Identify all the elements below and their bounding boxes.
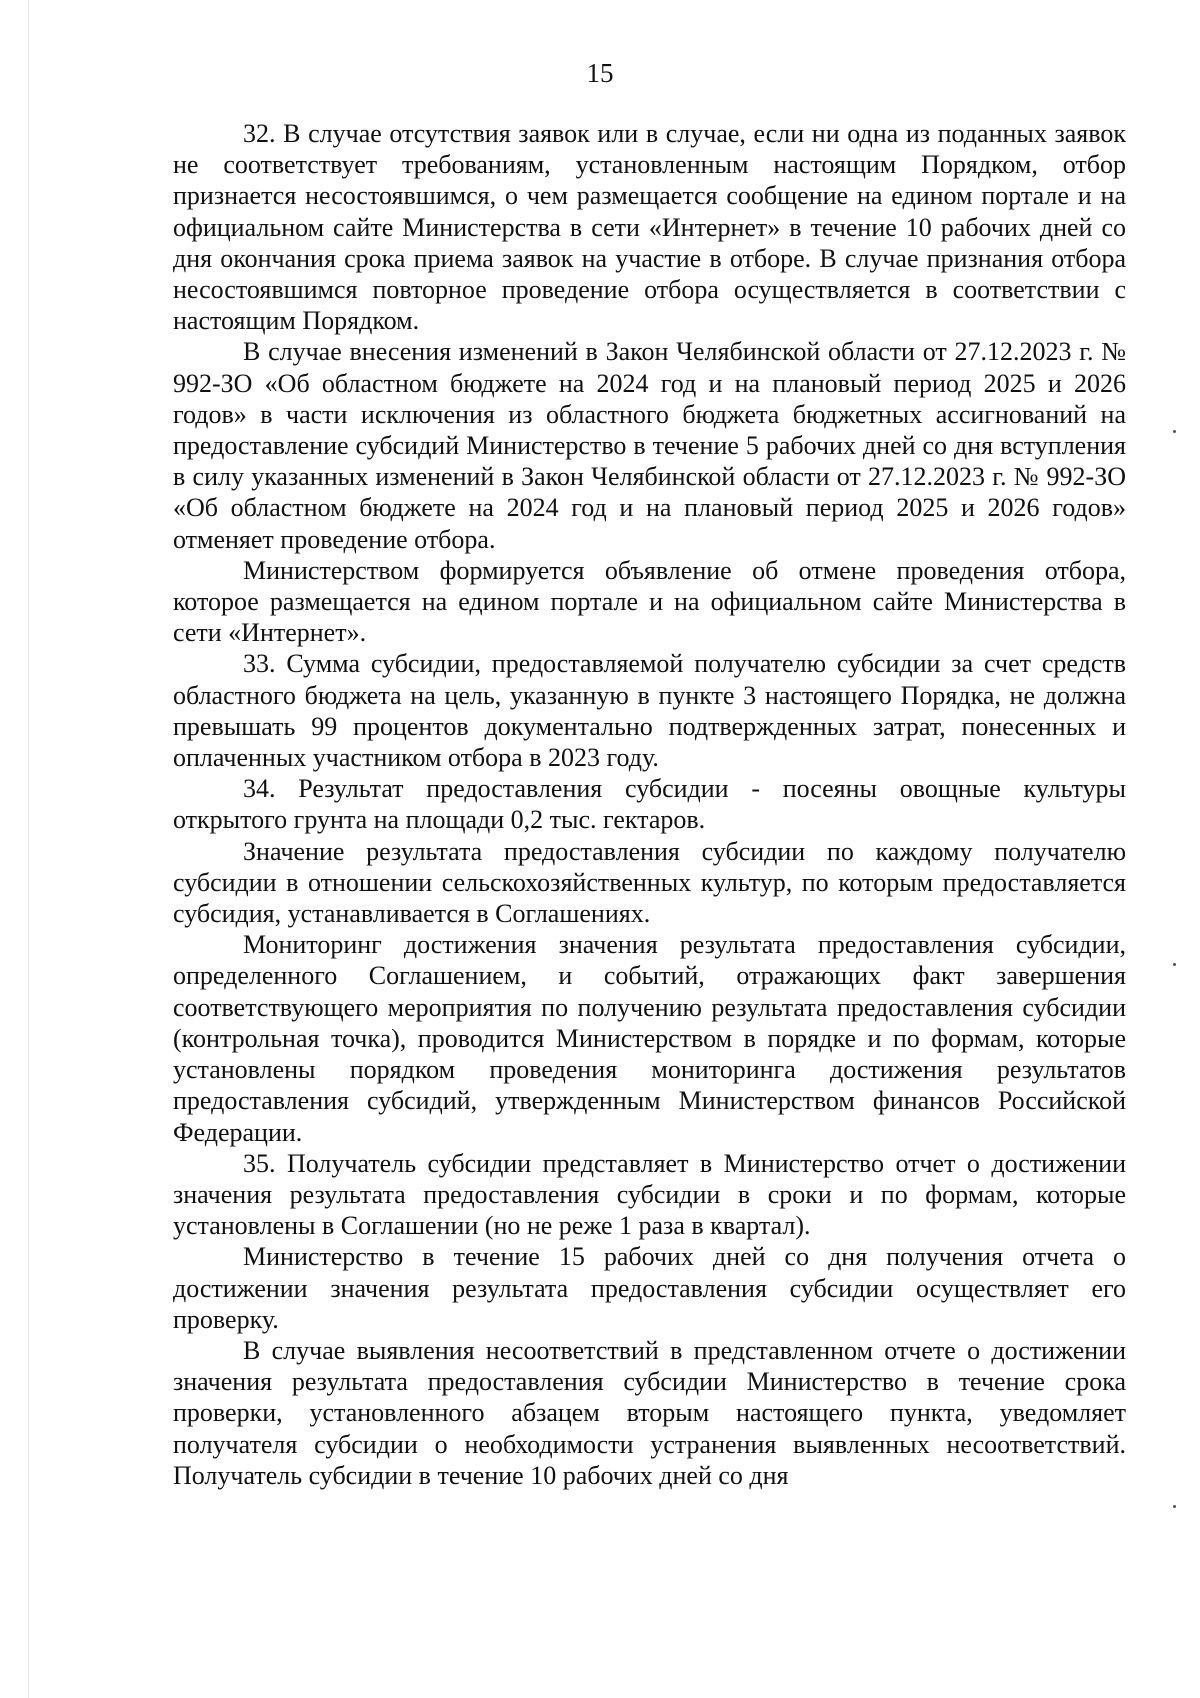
page-number: 15 bbox=[586, 58, 614, 88]
scan-speck bbox=[1173, 1505, 1176, 1508]
paragraph-monitoring: Мониторинг достижения значения результата предоставления субсидии, определенного Соглашением, и событий, отражающих факт завершения соответствующего мероприятия по получению результата предоставления субсидии (контрольная точка), проводится Министерством в порядке и по формам, которые установлены порядком проведения мониторинга достижения результатов предоставления субсидий, утвержденным Министерством финансов Российской Федерации. bbox=[173, 930, 1126, 1147]
paragraph-34: 34. Результат предоставления субсидии - посеяны овощные культуры открытого грунта на площади 0,2 тыс. гектаров. bbox=[173, 774, 1126, 835]
paragraph-32: 32. В случае отсутствия заявок или в случае, если ни одна из поданных заявок не соответствует требованиям, установленным настоящим Порядком, отбор признается несостоявшимся, о чем размещается сообщение на едином портале и на официальном сайте Министерства в сети «Интернет» в течение 10 рабочих дней со дня окончания срока приема заявок на участие в отборе. В случае признания отбора несостоявшимся повторное проведение отбора осуществляется в соответствии с настоящим Порядком. bbox=[173, 119, 1126, 336]
paragraph-result-value: Значение результата предоставления субсидии по каждому получателю субсидии в отношении сельскохозяйственных культур, по которым предоставляется субсидия, устанавливается в Соглашениях. bbox=[173, 836, 1126, 929]
paragraph-law-amendment: В случае внесения изменений в Закон Челябинской области от 27.12.2023 г. № 992-ЗО «Об областном бюджете на 2024 год и на плановый период 2025 и 2026 годов» в части исключения из областного бюджета бюджетных ассигнований на предоставление субсидий Министерство в течение 5 рабочих дней со дня вступления в силу указанных изменений в Закон Челябинской области от 27.12.2023 г. № 992-ЗО «Об областном бюджете на 2024 год и на плановый период 2025 и 2026 годов» отменяет проведение отбора. bbox=[173, 337, 1126, 554]
paragraph-cancel-announcement: Министерством формируется объявление об отмене проведения отбора, которое размещается на едином портале и на официальном сайте Министерства в сети «Интернет». bbox=[173, 555, 1126, 648]
scan-edge-line bbox=[28, 0, 29, 1698]
scan-speck bbox=[1173, 430, 1176, 433]
scan-speck bbox=[1173, 963, 1176, 966]
document-body bbox=[173, 118, 1126, 1491]
paragraph-33: 33. Сумма субсидии, предоставляемой получателю субсидии за счет средств областного бюджета на цель, указанную в пункте 3 настоящего Порядка, не должна превышать 99 процентов документально подтвержденных затрат, понесенных и оплаченных участником отбора в 2023 году. bbox=[173, 649, 1126, 773]
paragraph-report-check: Министерство в течение 15 рабочих дней со дня получения отчета о достижении значения результата предоставления субсидии осуществляет его проверку. bbox=[173, 1242, 1126, 1334]
paragraph-discrepancies: В случае выявления несоответствий в представленном отчете о достижении значения результата предоставления субсидии Министерство в течение срока проверки, установленного абзацем вторым настоящего пункта, уведомляет получателя субсидии о необходимости устранения выявленных несоответствий. Получатель субсидии в течение 10 рабочих дней со дня bbox=[173, 1335, 1126, 1490]
paragraph-35: 35. Получатель субсидии представляет в Министерство отчет о достижении значения результата предоставления субсидии в сроки и по формам, которые установлены в Соглашении (но не реже 1 раза в квартал). bbox=[173, 1148, 1126, 1241]
